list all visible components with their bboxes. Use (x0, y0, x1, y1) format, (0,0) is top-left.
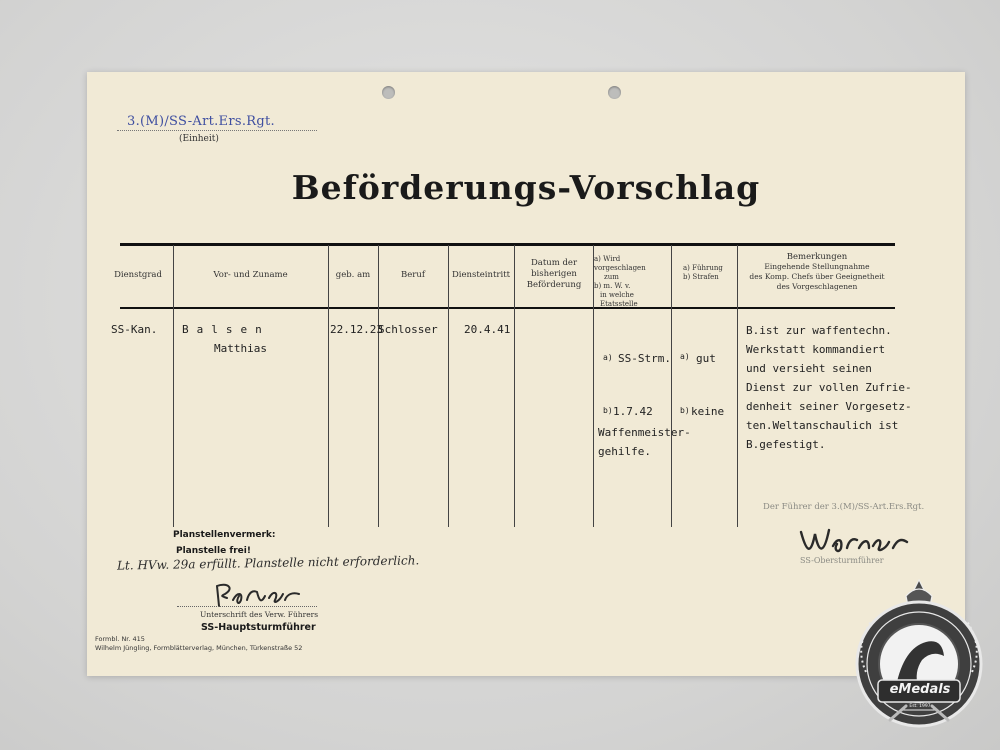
remarks-line: B.gefestigt. (746, 438, 826, 451)
entry-remarks (746, 321, 912, 454)
unit-stamp: 3.(M)/SS-Art.Ers.Rgt. (127, 114, 275, 129)
entry-rank: SS-Kan. (111, 323, 158, 336)
col-divider (671, 245, 672, 527)
entry-given-name: Matthias (214, 342, 267, 355)
plan-note-heading: Planstellenvermerk: (173, 530, 276, 540)
header-last-promotion: Datum der bisherigen Beförderung (526, 258, 582, 290)
entry-proposed-rank: SS-Strm. (618, 352, 671, 365)
entry-proposed-position-line: Waffenmeister- (598, 426, 691, 439)
proposed-b-marker: b) (603, 406, 613, 415)
remarks-line: Werkstatt kommandiert (746, 343, 886, 356)
entry-proposed-position-line: gehilfe. (598, 445, 651, 458)
publisher: Wilhelm Jüngling, Formblätterverlag, München, Türkenstraße 52 (95, 644, 303, 652)
header-proposed-line: b) m. W. v. (594, 282, 631, 290)
header-conduct-line: a) Führung (683, 264, 723, 272)
plan-note-rank: SS-Hauptsturmführer (201, 622, 316, 633)
document-sheet (87, 72, 965, 676)
penalties-b-marker: b) (680, 406, 690, 415)
unit-dotted-line (117, 130, 317, 131)
commander-unit-line: Der Führer der 3.(M)/SS-Art.Ers.Rgt. (763, 502, 925, 512)
punch-hole-left (382, 86, 395, 99)
proposed-a-marker: a) (603, 353, 613, 362)
header-remarks-line: des Vorgeschlagenen (776, 282, 858, 291)
table-header-rule (120, 307, 895, 309)
header-profession: Beruf (401, 270, 425, 280)
header-proposed (594, 255, 671, 309)
plan-note-signature-line (177, 606, 317, 607)
emblem-est: Est. 1997 (909, 704, 931, 709)
punch-hole-right (608, 86, 621, 99)
remarks-line: B.ist zur waffentechn. (746, 324, 892, 337)
entry-profession: Schlosser (378, 323, 438, 336)
entry-born: 22.12.23 (330, 323, 383, 336)
header-rank: Dienstgrad (114, 270, 162, 280)
table-top-rule (120, 243, 895, 246)
header-proposed-line: a) Wird vorgeschlagen (594, 255, 646, 272)
col-divider (173, 245, 174, 527)
document-title: Beförderungs-Vorschlag (291, 168, 761, 207)
plan-note-free: Planstelle frei! (176, 546, 251, 556)
plan-note-signature-caption: Unterschrift des Verw. Führers (200, 610, 319, 619)
entry-penalties: keine (691, 405, 725, 418)
emblem-brand: eMedals (889, 682, 951, 697)
col-divider (328, 245, 329, 527)
commander-signature (797, 524, 922, 560)
remarks-line: und versieht seinen (746, 362, 872, 375)
plan-note-handwritten: Lt. HVw. 29a erfüllt. Planstelle nicht erforderlich. (116, 553, 420, 573)
col-divider (378, 245, 379, 527)
header-conduct-line: b) Strafen (683, 273, 719, 281)
header-remarks-line: Bemerkungen (786, 252, 848, 262)
remarks-line: Dienst zur vollen Zufrie- (746, 381, 912, 394)
conduct-a-marker: a) (680, 352, 690, 361)
remarks-line: denheit seiner Vorgesetz- (746, 400, 912, 413)
col-divider (514, 245, 515, 527)
entry-conduct: gut (696, 352, 716, 365)
header-born: geb. am (335, 270, 371, 280)
remarks-line: ten.Weltanschaulich ist (746, 419, 899, 432)
form-footer (95, 635, 302, 653)
entry-service-entry: 20.4.41 (464, 323, 511, 336)
commander-rank: SS-Obersturmführer (800, 556, 884, 565)
entry-proposed-position (598, 423, 691, 461)
header-name: Vor- und Zuname (213, 270, 288, 280)
header-proposed-line: zum (604, 273, 619, 281)
col-divider (448, 245, 449, 527)
entry-surname: Balsen (182, 323, 270, 336)
header-conduct (683, 264, 735, 282)
entry-proposed-date: 1.7.42 (613, 405, 653, 418)
header-remarks-line: des Komp. Chefs über Geeignetheit (749, 272, 885, 281)
col-divider (737, 245, 738, 527)
form-number: Formbl. Nr. 415 (95, 635, 145, 643)
header-proposed-line: in welche Etatsstelle (600, 291, 638, 308)
unit-caption: (Einheit) (179, 134, 219, 144)
header-entry: Diensteintritt (451, 270, 511, 280)
header-remarks (739, 252, 895, 292)
header-remarks-line: Eingehende Stellungnahme (764, 262, 870, 271)
